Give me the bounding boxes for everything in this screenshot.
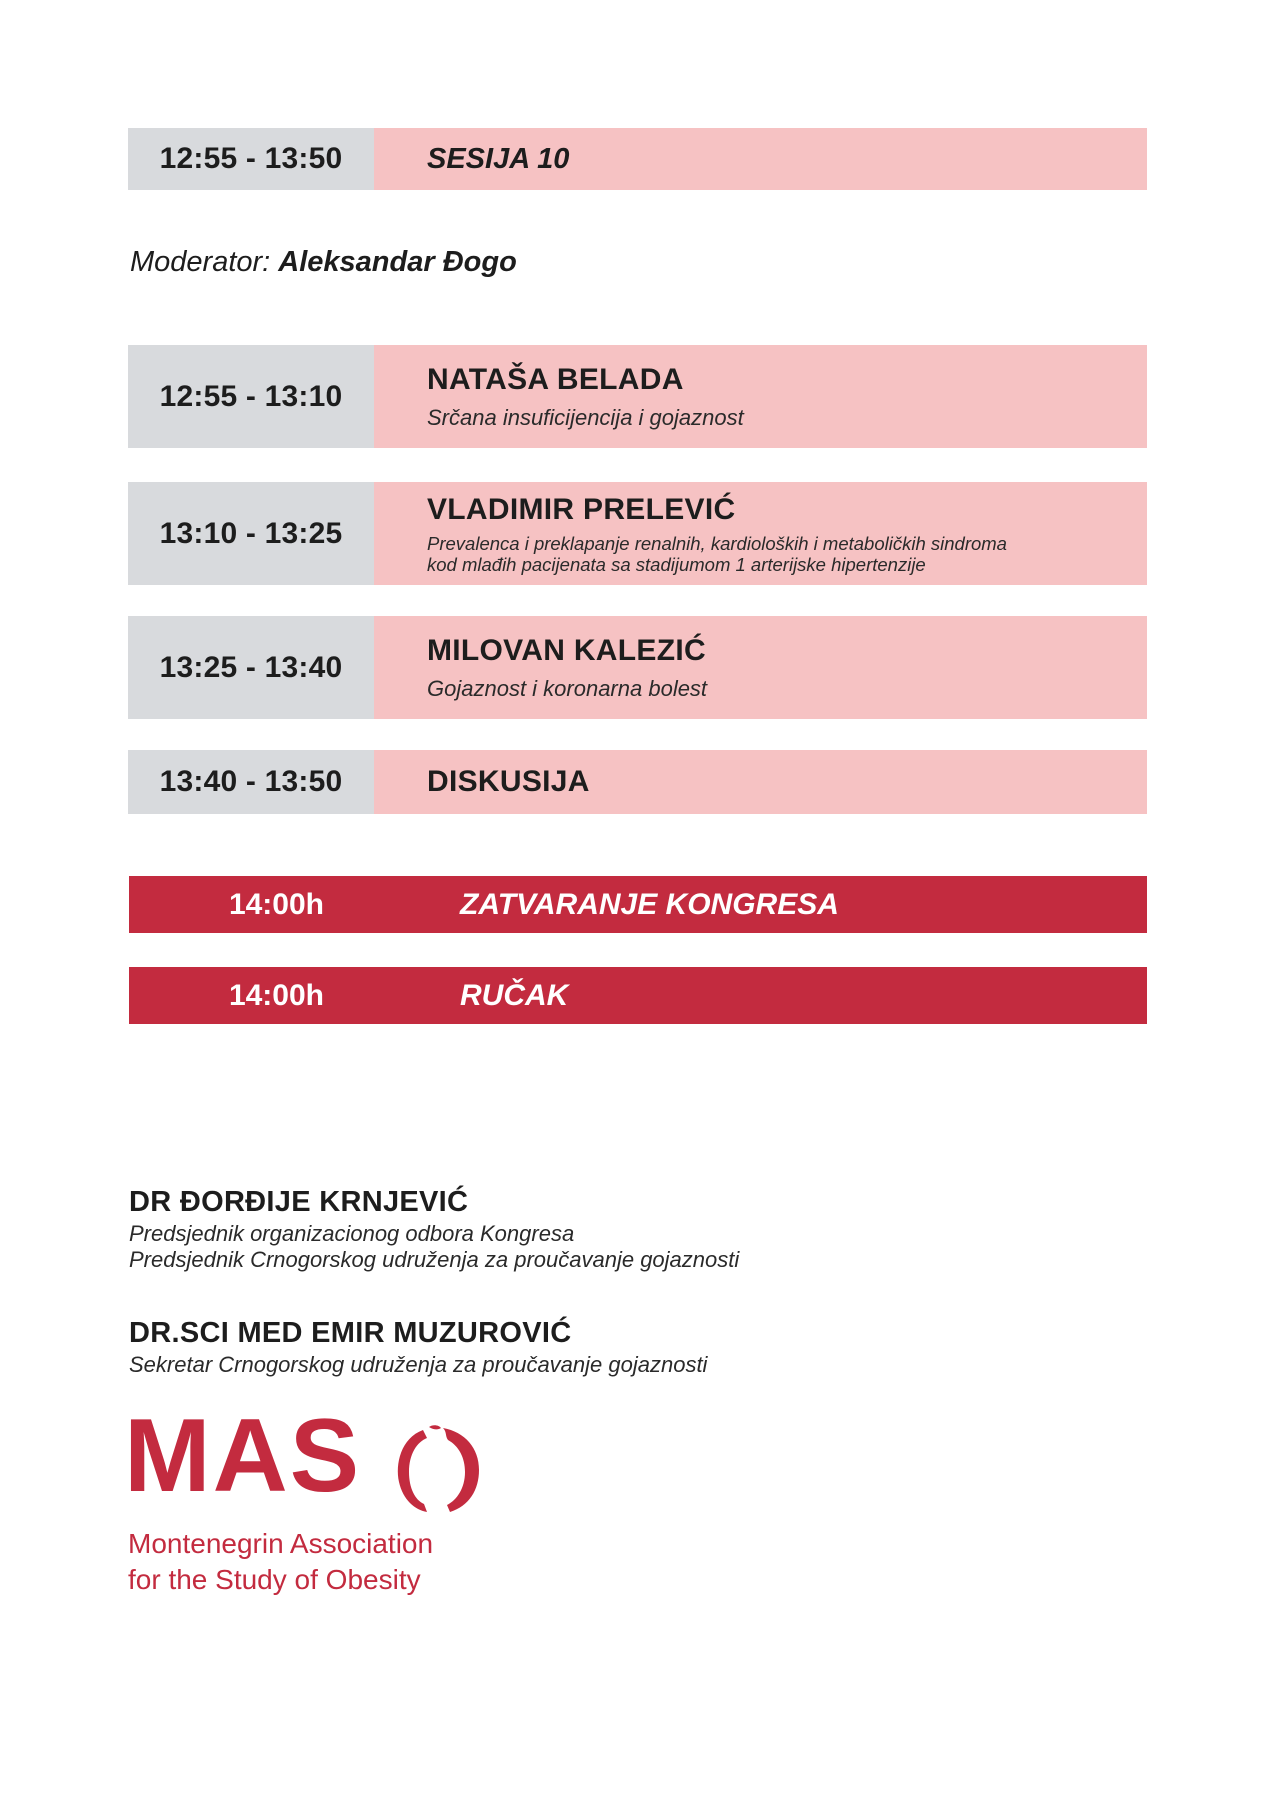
logo-letters: MAS — [124, 1398, 362, 1514]
session-title: SESIJA 10 — [427, 142, 570, 175]
talk-speaker: VLADIMIR PRELEVIĆ — [427, 492, 736, 526]
talk-row — [128, 616, 1147, 719]
talk-topic: Gojaznost i koronarna bolest — [427, 675, 708, 701]
event-label: ZATVARANJE KONGRESA — [460, 887, 839, 921]
talk-topic-line2: kod mlađih pacijenata sa stadijumom 1 arterijske hipertenzije — [427, 553, 926, 575]
signatory-role-line1: Sekretar Crnogorskog udruženja za proučavanje gojaznosti — [129, 1352, 708, 1377]
talk-content — [374, 482, 1147, 585]
signatory-role-line1: Predsjednik organizacionog odbora Kongresa — [129, 1221, 575, 1246]
talk-speaker: MILOVAN KALEZIĆ — [427, 633, 706, 667]
talk-row — [128, 345, 1147, 448]
talk-content — [374, 345, 1147, 448]
session-title-cell — [374, 128, 1147, 190]
mas-logo — [0, 0, 1, 1]
talk-row — [128, 482, 1147, 585]
talk-time: 12:55 - 13:10 — [128, 345, 374, 448]
talk-time: 13:10 - 13:25 — [128, 482, 374, 585]
talk-speaker: NATAŠA BELADA — [427, 362, 684, 396]
moderator-line — [130, 246, 517, 279]
logo-subtitle-line1: Montenegrin Association — [128, 1528, 434, 1559]
discussion-content — [374, 750, 1147, 814]
talk-time: 13:25 - 13:40 — [128, 616, 374, 719]
signatory-name: DR.SCI MED EMIR MUZUROVIĆ — [129, 1317, 572, 1349]
talk-topic: Srčana insuficijencija i gojaznost — [427, 404, 744, 430]
logo-subtitle-line2: for the Study of Obesity — [128, 1564, 421, 1595]
session-time: 12:55 - 13:50 — [128, 128, 374, 190]
moderator-name: Aleksandar Đogo — [278, 246, 517, 278]
event-time: 14:00h — [228, 978, 324, 1012]
talk-content — [374, 616, 1147, 719]
event-row-closing — [129, 876, 1147, 933]
event-label: RUČAK — [460, 978, 569, 1012]
discussion-row — [128, 750, 1147, 814]
talk-topic-line1: Prevalenca i preklapanje renalnih, kardioloških i metaboličkih sindroma — [427, 532, 1007, 554]
event-row-lunch — [129, 967, 1147, 1024]
signatory-role-line2: Predsjednik Crnogorskog udruženja za proučavanje gojaznosti — [129, 1247, 740, 1272]
logo-o-icon — [393, 1424, 483, 1516]
signatory-name: DR ĐORĐIJE KRNJEVIĆ — [129, 1186, 469, 1218]
discussion-label: DISKUSIJA — [427, 765, 590, 798]
moderator-label: Moderator: — [130, 246, 271, 278]
event-time: 14:00h — [228, 887, 324, 921]
session-header — [128, 128, 1147, 190]
discussion-time: 13:40 - 13:50 — [128, 750, 374, 814]
